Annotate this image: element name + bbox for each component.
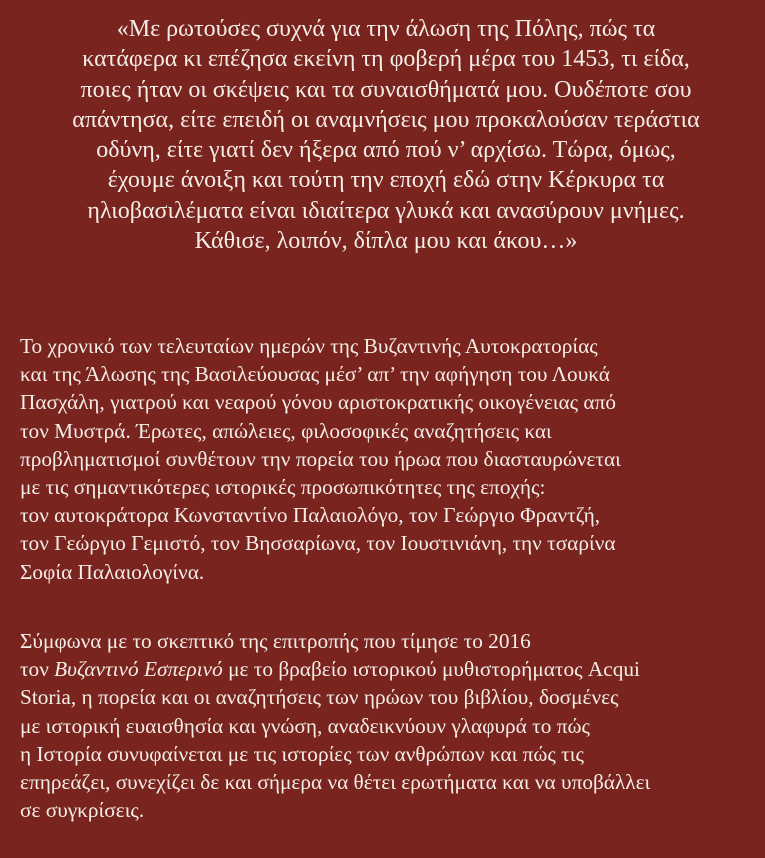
text-line: η Ιστορία συνυφαίνεται με τις ιστορίες των ανθρώπων και πώς τις [20,741,584,766]
text-line: και της Άλωσης της Βασιλεύουσας μέσ’ απ’ την αφήγηση του Λουκά [20,362,610,387]
text-line: με ιστορική ευαισθησία και γνώση, αναδεικνύουν γλαφυρά το πώς [20,713,590,738]
text-line: Το χρονικό των τελευταίων ημερών της Βυζαντινής Αυτοκρατορίας [20,334,598,358]
opening-quote [36,14,736,256]
award-paragraph [20,627,745,824]
text-line: τον Γεώργιο Γεμιστό, τον Βησσαρίωνα, τον Ιουστινιάνη, την τσαρίνα [20,531,616,556]
text-line: προβληματισμοί συνθέτουν την πορεία του ήρωα που διασταυρώνεται [20,446,621,471]
quote-line: οδύνη, είτε γιατί δεν ήξερα από πού ν’ αρχίσω. Τώρα, όμως, [96,137,676,164]
text-line: τον αυτοκράτορα Κωνσταντίνο Παλαιολόγο, τον Γεώργιο Φραντζή, [20,503,601,528]
text-line: Storia, η πορεία και οι αναζητήσεις των ηρώων του βιβλίου, δοσμένες [20,685,619,710]
quote-line: «Με ρωτούσες συχνά για την άλωση της Πόλης, πώς τα [116,16,656,42]
text-line: με τις σημαντικότερες ιστορικές προσωπικότητες της εποχής: [20,475,546,500]
book-title: Βυζαντινό Εσπερινό [54,657,223,682]
quote-line: κατάφερα κι επέζησα εκείνη τη φοβερή μέρα του 1453, τι είδα, [82,46,690,73]
quote-line: ηλιοβασιλέματα είναι ιδιαίτερα γλυκά και ανασύρουν μνήμες. [87,197,685,224]
quote-line: ποιες ήταν οι σκέψεις και τα συναισθήματά μου. Ουδέποτε σου [80,76,692,103]
text-line: σε συγκρίσεις. [20,798,145,823]
text-line: τον Μυστρά. Έρωτες, απώλειες, φιλοσοφικές αναζητήσεις και [20,418,552,443]
text-line: επηρεάζει, συνεχίζει δε και σήμερα να θέτει ερωτήματα και να υποβάλλει [20,770,651,795]
quote-line: Κάθισε, λοιπόν, δίπλα μου και άκου…» [194,228,578,255]
text-fragment: με το βραβείο ιστορικού μυθιστορήματος Acqui [222,657,640,682]
synopsis-paragraph [20,332,745,586]
text-line: Πασχάλη, γιατρού και νεαρού γόνου αριστοκρατικής οικογένειας από [20,390,616,415]
text-fragment: τον [20,657,55,682]
text-line: Σύμφωνα με το σκεπτικό της επιτροπής που τίμησε το 2016 [20,629,531,653]
text-line: Σοφία Παλαιολογίνα. [20,559,205,584]
text-line [20,655,745,683]
quote-line: έχουμε άνοιξη και τούτη την εποχή εδώ στην Κέρκυρα τα [107,167,665,194]
quote-line: απάντησα, είτε επειδή οι αναμνήσεις μου προκαλούσαν τεράστια [72,106,700,133]
